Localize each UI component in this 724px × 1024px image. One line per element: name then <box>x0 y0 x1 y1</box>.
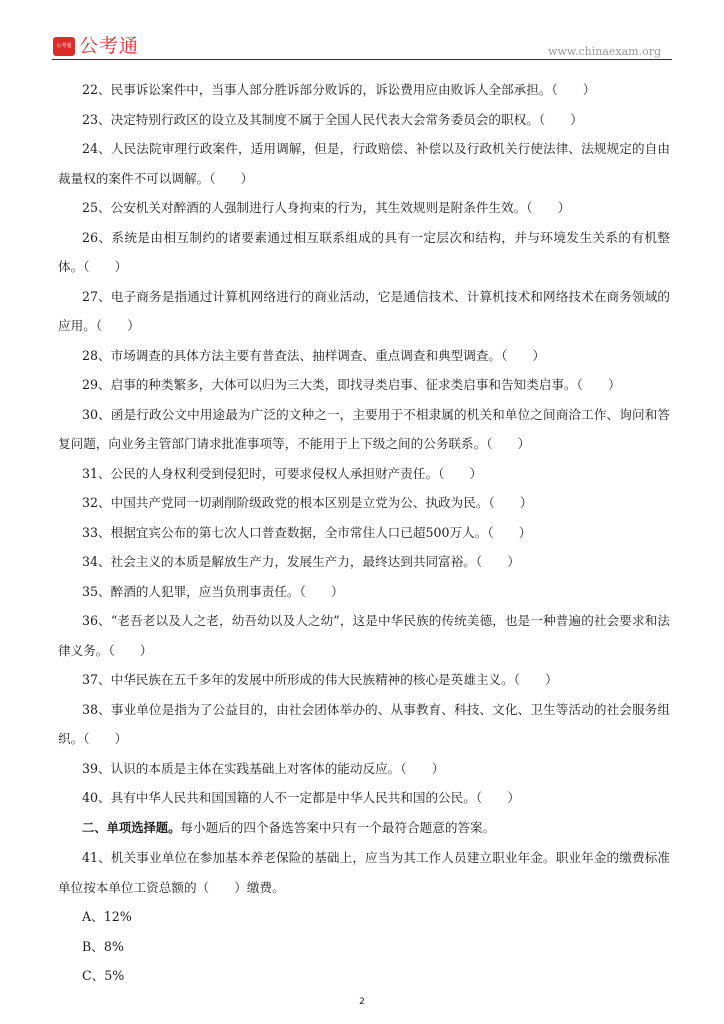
logo-text: 公考通 <box>79 35 140 57</box>
question-30: 30、函是行政公文中用途最为广泛的文种之一，主要用于不相隶属的机关和单位之间商洽工作、询问和答复问题，向业务主管部门请求批准事项等，不能用于上下级之间的公务联系。（ ） <box>58 406 670 451</box>
question-28: 28、市场调查的具体方法主要有普查法、抽样调查、重点调查和典型调查。（ ） <box>82 347 546 363</box>
section-title: 二、单项选择题。 <box>82 820 181 835</box>
option-c: C、5% <box>82 968 125 983</box>
header-divider <box>52 59 672 60</box>
section-heading <box>58 813 670 844</box>
site-url: www.chinaexam.org <box>548 45 661 58</box>
question-29: 29、启事的种类繁多，大体可以归为三大类，即找寻类启事、征求类启事和告知类启事。（ ） <box>82 377 621 392</box>
option-a: A、12% <box>82 909 132 924</box>
question-25: 25、公安机关对醉酒的人强制进行人身拘束的行为，其生效规则是附条件生效。（ ） <box>82 200 571 215</box>
option-b: B、8% <box>82 938 124 954</box>
question-23: 23、决定特别行政区的设立及其制度不属于全国人民代表大会常务委员会的职权。（ ） <box>82 111 583 127</box>
logo-badge: 公考通 <box>53 37 75 56</box>
document-body <box>58 75 670 991</box>
question-27: 27、电子商务是指通过计算机网络进行的商业活动，它是通信技术、计算机技术和网络技术在商务领域的应用。（ ） <box>58 288 670 333</box>
question-33: 33、根据宜宾公布的第七次人口普查数据，全市常住人口已超500万人。（ ） <box>82 524 532 540</box>
question-36: 36、“老吾老以及人之老，幼吾幼以及人之幼”，这是中华民族的传统美德，也是一种普遍的社会要求和法律义务。（ ） <box>58 613 670 658</box>
question-35: 35、醉酒的人犯罪，应当负刑事责任。（ ） <box>82 583 344 599</box>
question-39: 39、认识的本质是主体在实践基础上对客体的能动反应。（ ） <box>82 760 445 776</box>
question-24: 24、人民法院审理行政案件，适用调解，但是，行政赔偿、补偿以及行政机关行使法律、法规规定的自由裁量权的案件不可以调解。（ ） <box>58 141 670 186</box>
question-22: 22、民事诉讼案件中，当事人部分胜诉部分败诉的，诉讼费用应由败诉人全部承担。（ ） <box>82 82 596 97</box>
question-32: 32、中国共产党同一切剥削阶级政党的根本区别是立党为公、执政为民。（ ） <box>82 495 533 510</box>
question-41: 41、机关事业单位在参加基本养老保险的基础上，应当为其工作人员建立职业年金。职业年金的缴费标准单位按本单位工资总额的（ ）缴费。 <box>58 850 670 895</box>
question-37: 37、中华民族在五千多年的发展中所形成的伟大民族精神的核心是英雄主义。（ ） <box>82 672 558 687</box>
page-header <box>0 0 724 62</box>
question-26: 26、系统是由相互制约的诸要素通过相互联系组成的具有一定层次和结构，并与环境发生关系的有机整体。（ ） <box>58 229 670 274</box>
section-instruction: 每小题后的四个备选答案中只有一个最符合题意的答案。 <box>180 819 496 835</box>
question-31: 31、公民的人身权利受到侵犯时，可要求侵权人承担财产责任。（ ） <box>82 465 483 481</box>
question-40: 40、具有中华人民共和国国籍的人不一定都是中华人民共和国的公民。（ ） <box>82 790 520 805</box>
page-number: 2 <box>359 997 365 1007</box>
question-38: 38、事业单位是指为了公益目的，由社会团体举办的、从事教育、科技、文化、卫生等活动的社会服务组织。（ ） <box>58 701 670 746</box>
question-34: 34、社会主义的本质是解放生产力，发展生产力，最终达到共同富裕。（ ） <box>82 554 520 569</box>
